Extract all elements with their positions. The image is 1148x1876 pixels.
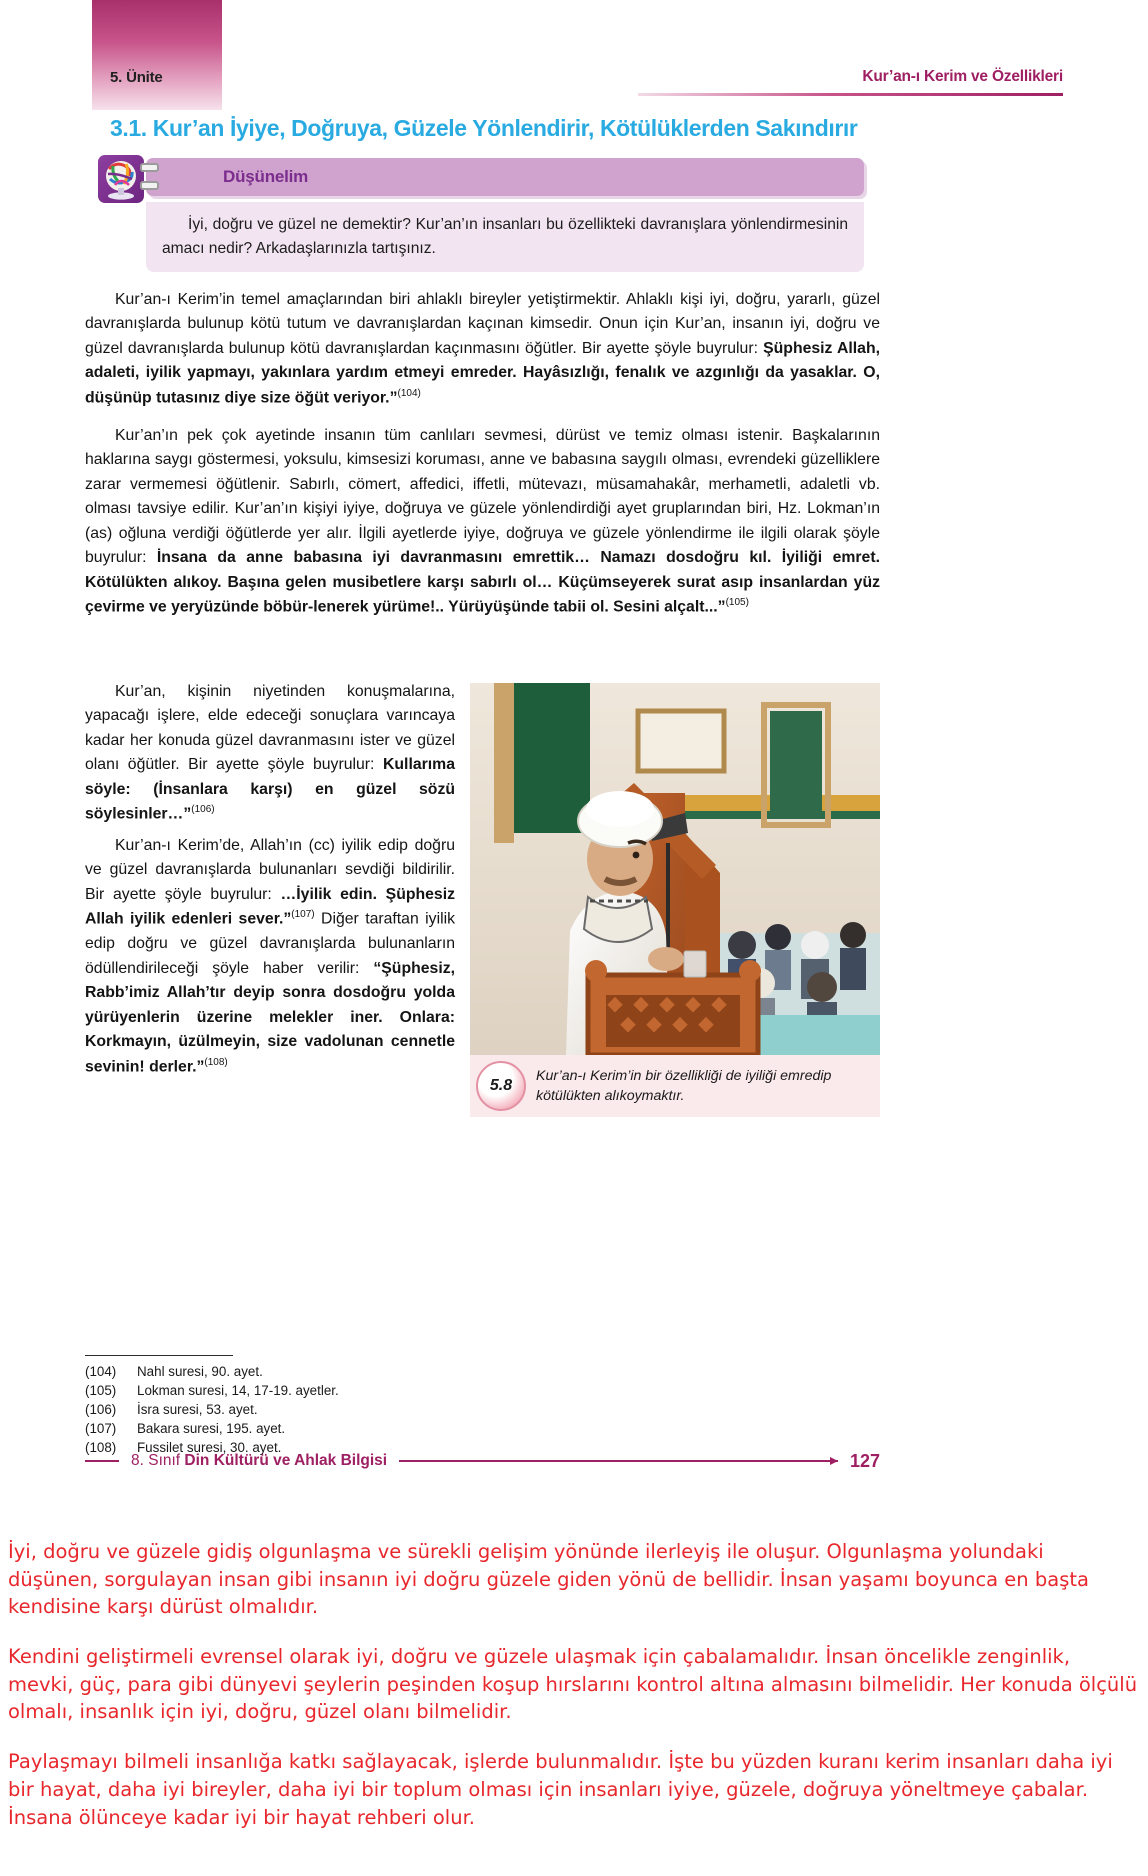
footnote-ref-105: (105) bbox=[725, 597, 749, 609]
footnote-number: (104) bbox=[85, 1364, 117, 1379]
callout-header-bar bbox=[146, 158, 864, 196]
footnote-number: (106) bbox=[85, 1402, 117, 1418]
page-title: 3.1. Kur’an İyiye, Doğruya, Güzele Yönlendirir, Kötülüklerden Sakındırır bbox=[110, 115, 858, 141]
footnote-divider bbox=[85, 1355, 233, 1356]
figure-number-badge: 5.8 bbox=[476, 1061, 526, 1111]
footer-grade: 8. Sınıf bbox=[131, 1452, 185, 1469]
paragraph-3 bbox=[85, 680, 455, 827]
callout-title: Düşünelim bbox=[223, 167, 309, 186]
figure-caption-bar bbox=[470, 1055, 880, 1117]
annotation-paragraph-3: Paylaşmayı bilmeli insanlığa katkı sağlayacak, işlerde bulunmalıdır. İşte bu yüzden kuranı kerim insanları daha iyi bir hayat, daha iyi bireyler, daha iyi bir toplum olması için insanları iyiye, güzele, doğruya yöneltmeye çabalar. İnsana ölünceye kadar iyi bir hayat rehberi olur. bbox=[8, 1750, 1113, 1829]
page-footer bbox=[85, 1448, 880, 1474]
footer-course-title bbox=[131, 1452, 387, 1470]
callout-body-text: İyi, doğru ve güzel ne demektir? Kur’an’ın insanları bu özellikteki davranışlara yönlendirmesinin amacı nedir? Arkadaşlarınızla tartışınız. bbox=[162, 216, 848, 257]
footnote-text: Nahl suresi, 90. ayet. bbox=[137, 1364, 263, 1379]
mosque-sermon-photo bbox=[470, 683, 880, 1055]
paragraph-4-quote-2: “Şüphesiz, Rabb’imiz Allah’tır deyip sonra dosdoğru yolda yürüyenlerin üzerine melekler iner. Onlara: Korkmayın, üzülmeyin, size vadolunan cennetle sevinin! derler.” bbox=[85, 959, 455, 1075]
callout-body bbox=[146, 202, 864, 272]
annotation-notes bbox=[8, 1538, 1140, 1853]
footnotes bbox=[85, 1355, 585, 1457]
footnote-item bbox=[85, 1400, 585, 1419]
footer-rule bbox=[399, 1460, 838, 1462]
paragraph-2 bbox=[85, 424, 880, 620]
running-head: Kur’an-ı Kerim ve Özellikleri bbox=[862, 68, 1063, 85]
paragraph-3-quote: Kullarıma söyle: (İnsanlara karşı) en güzel sözü söylesinler…” bbox=[85, 756, 455, 823]
figure-5-8 bbox=[470, 683, 880, 1117]
annotation-paragraph-1: İyi, doğru ve güzele gidiş olgunlaşma ve sürekli gelişim yönünde ilerleyiş ile oluşur. Olgunlaşma yolundaki düşünen, sorgulayan insan gibi insanın iyi doğru güzele giden yönü de bellidir. İnsan yaşamı boyunca en başta kendisine karşı dürüst olmalıdır. bbox=[8, 1540, 1089, 1619]
paragraph-4-quote-1: …İyilik edin. Şüphesiz Allah iyilik edenleri sever.” bbox=[85, 885, 456, 928]
footnote-number: (105) bbox=[85, 1383, 117, 1399]
figure-caption-text: Kur’an-ı Kerim’in bir özellikliği de iyiliği emredip kötülükten alıkoymaktır. bbox=[536, 1067, 832, 1104]
footnote-item bbox=[85, 1381, 585, 1400]
annotation-paragraph-2: Kendini geliştirmeli evrensel olarak iyi, doğru ve güzele ulaşmak için çabalamalıdır. İnsan öncelikle zenginlik, mevki, güç, para gibi dünyevi şeylerin peşinden koşup hırslarını kontrol altına almasını bilmelidir. Her konuda ölçülü olmalı, insanlık için iyi, doğru, güzel olanı bilmelidir. bbox=[8, 1645, 1138, 1724]
paragraph-1-quote: Şüphesiz Allah, adaleti, iyilik yapmayı, yakınlara yardım etmeyi emreder. Hayâsızlığı, fenalık ve azgınlığı da yasaklar. O, düşünüp tutasınız diye size öğüt veriyor.” bbox=[85, 339, 881, 407]
footnote-item bbox=[85, 1362, 585, 1381]
footnote-text: Fussilet suresi, 30. ayet. bbox=[137, 1440, 282, 1456]
footnote-ref-104: (104) bbox=[397, 387, 421, 399]
footnote-ref-107: (107) bbox=[291, 909, 315, 921]
paragraph-2-quote: İnsana da anne babasına iyi davranmasını emrettik… Namazı dosdoğru kıl. İyiliği emret. Kötülükten alıkoy. Başına gelen musibetlere karşı sabırlı ol… Küçümseyerek surat asıp insanlardan yüz çevirme ve yeryüzünde böbür-lenerek yürüme!.. Yürüyüşünde tabii ol. Sesini alçalt...” bbox=[85, 549, 880, 616]
footnote-item bbox=[85, 1419, 585, 1438]
page-number: 127 bbox=[849, 1450, 880, 1471]
thinking-brain-icon bbox=[98, 155, 144, 203]
footer-course: Din Kültürü ve Ahlak Bilgisi bbox=[184, 1452, 388, 1469]
footnote-number: (108) bbox=[85, 1440, 117, 1456]
paragraph-1-lead: Kur’an-ı Kerim’in temel amaçlarından biri ahlaklı bireyler yetiştirmektir. Ahlaklı kişi iyi, doğru, yararlı, güzel davranışlarda bulunup kötü tutum ve davranışlardan kaçınan kimsedir. Onun için Kur’an, insanın iyi, doğru ve güzel davranışlarda bulunup kötü davranışlardan kaçınmasını öğütler. Bir ayette şöyle buyrulur: bbox=[85, 291, 880, 357]
paragraph-2-lead: Kur’an’ın pek çok ayetinde insanın tüm canlıları sevmesi, dürüst ve temiz olması istenir. Başkalarının haklarına saygı göstermesi, yoksulu, kimsesizi koruması, anne ve babasına saygılı olması, evrendeki güzelliklere zarar vermemesi öğütlenir. Sabırlı, cömert, affedici, iffetli, mütevazı, müsamahakâr, merhametli, adaletli vb. olması tavsiye edilir. Kur’an’ın kişiyi iyiye, doğruya ve güzele yönlendirdiği ayet gruplarından biri, Hz. Lokman’ın (as) oğluna verdiği öğütlerde yer alır. İlgili ayetlerde iyiye, doğruya ve güzele yönlendirme ile ilgili olarak şöyle buyrulur: bbox=[85, 427, 880, 567]
paragraph-3-lead: Kur’an, kişinin niyetinden konuşmalarına, yapacağı işlere, elde edeceği sonuçlara varıncaya kadar her konuda güzel davranmasını ister ve güzel olanı öğütler. Bir ayette şöyle buyrulur: bbox=[85, 683, 455, 774]
unit-label: 5. Ünite bbox=[110, 69, 163, 86]
footnote-ref-106: (106) bbox=[191, 804, 215, 816]
footnote-text: Lokman suresi, 14, 17-19. ayetler. bbox=[137, 1383, 339, 1399]
footnote-number: (107) bbox=[85, 1421, 117, 1437]
paragraph-1 bbox=[85, 288, 880, 411]
paragraph-4-middle: Diğer taraftan iyilik edip doğru ve güzel davranışlarda bulunanların ödüllendirileceği şöyle haber verilir: bbox=[85, 910, 455, 977]
spiral-binding-icon bbox=[140, 163, 156, 195]
unit-tab-decoration bbox=[92, 0, 222, 110]
paragraph-4 bbox=[85, 834, 455, 1079]
footnote-text: Bakara suresi, 195. ayet. bbox=[137, 1421, 286, 1437]
footer-left-dash bbox=[85, 1460, 119, 1462]
footnote-text: İsra suresi, 53. ayet. bbox=[137, 1402, 258, 1418]
footnote-ref-108: (108) bbox=[204, 1056, 228, 1068]
paragraph-4-lead: Kur’an-ı Kerim’de, Allah’ın (cc) iyilik edip doğru ve güzel davranışlarda bulunanları sevdiği bildirilir. Bir ayette şöyle buyrulur: bbox=[85, 837, 455, 903]
running-head-rule bbox=[638, 93, 1063, 96]
